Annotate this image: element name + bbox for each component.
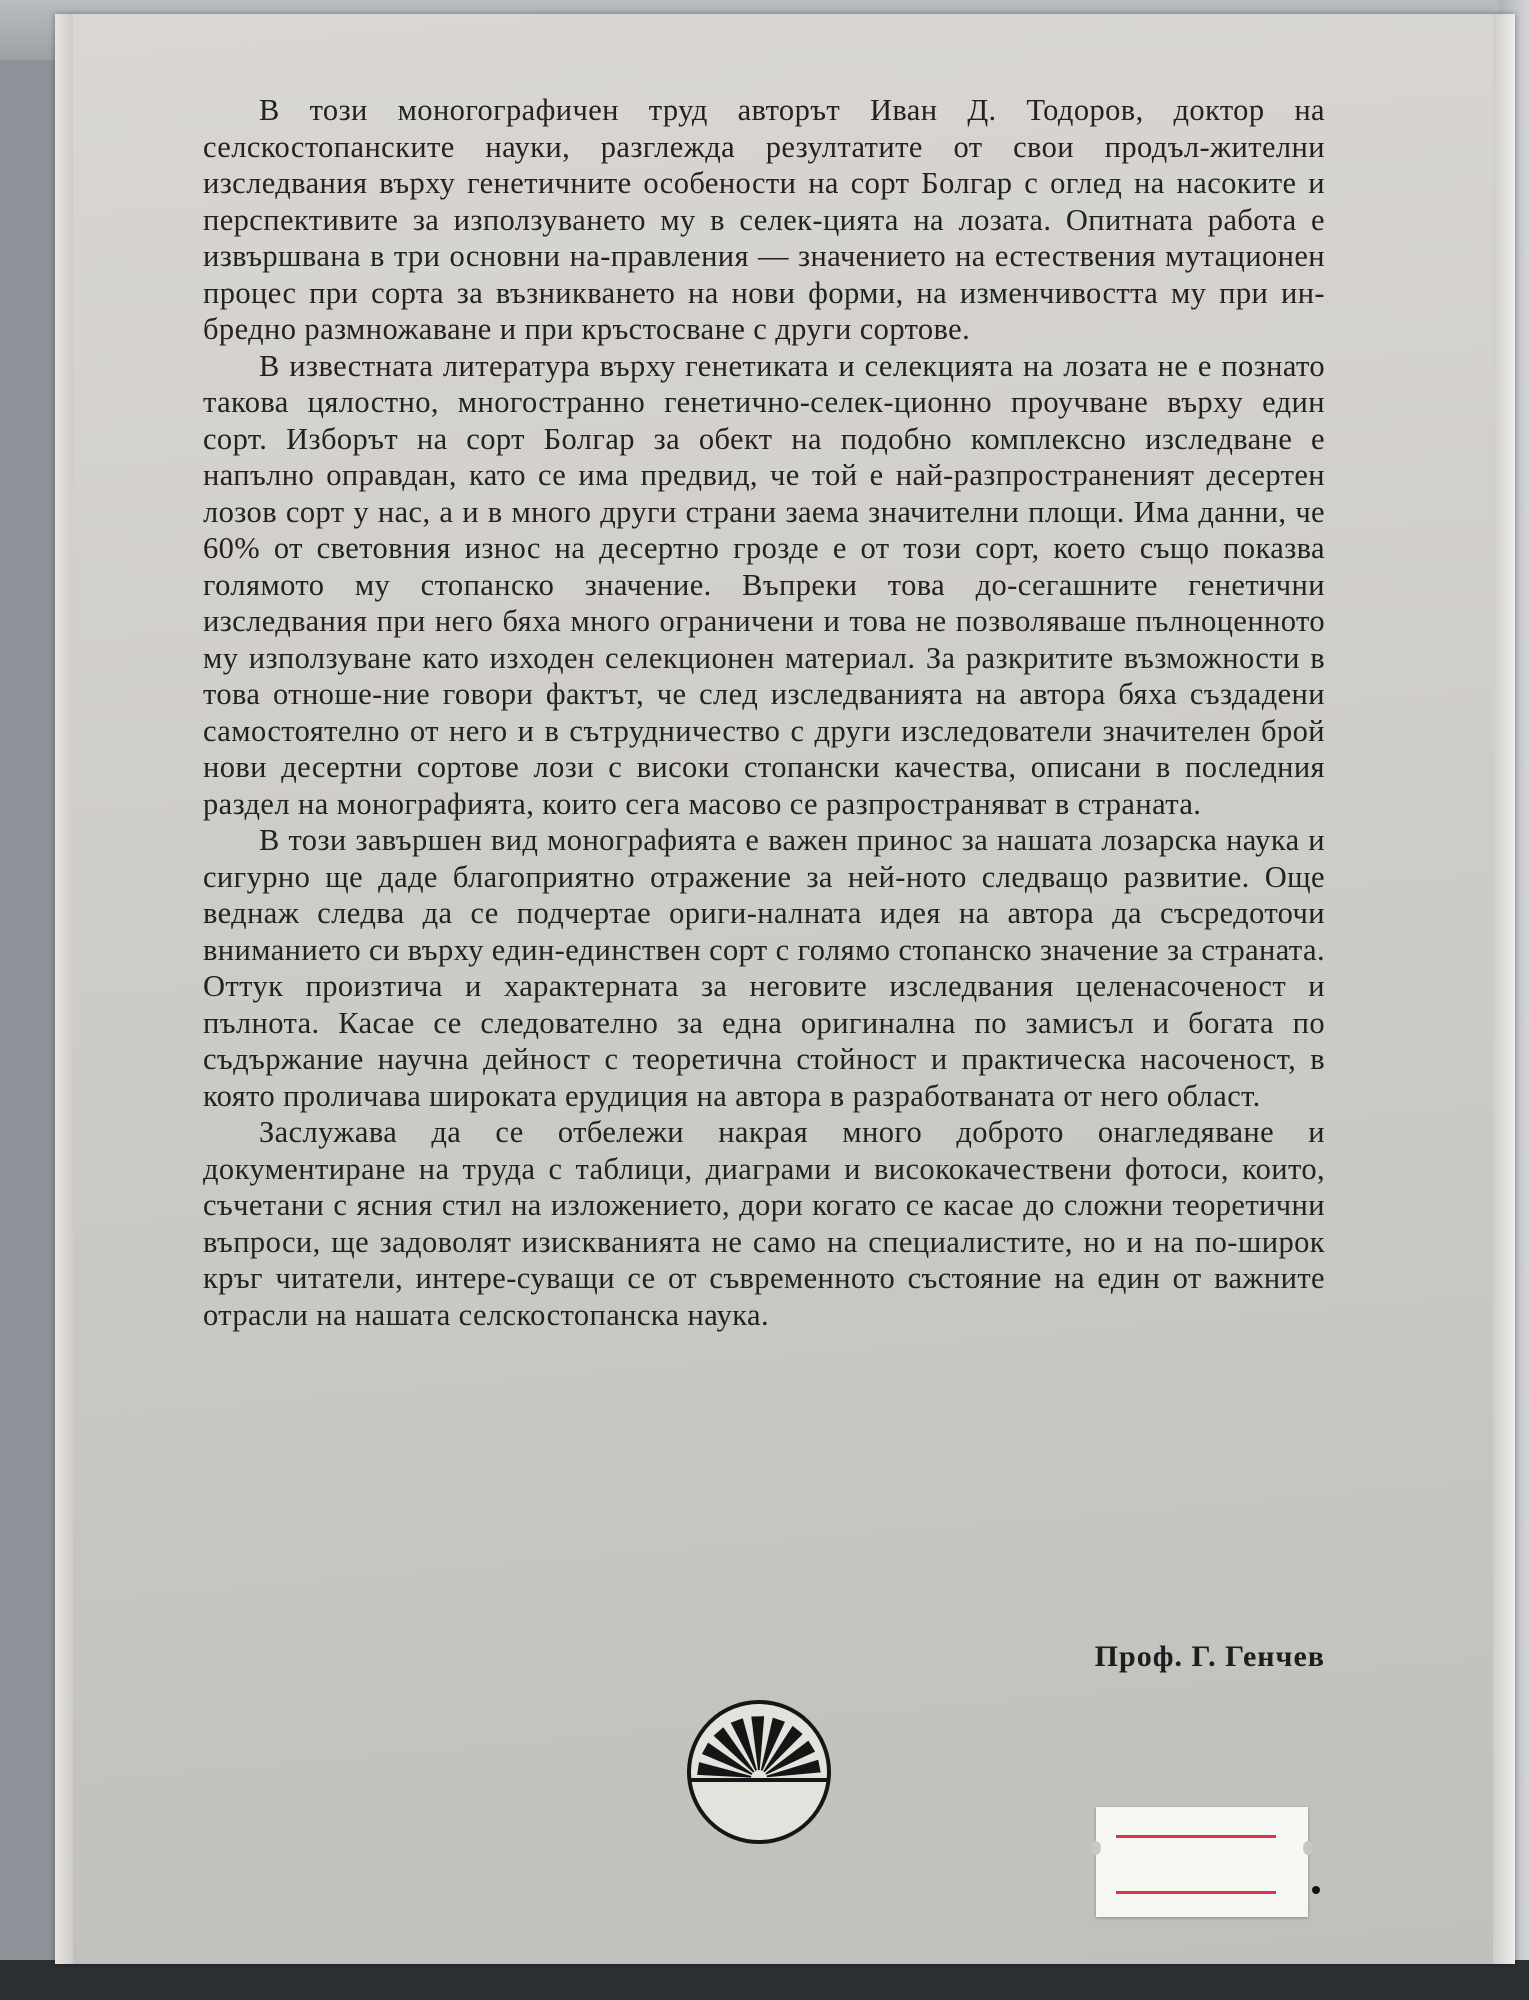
background-bottom [0,1960,1529,2000]
blurb-paragraph: В този завършен вид монографията е важен принос за нашата лозарска наука и сигурно ще даде благоприятно отражение за ней-ното следващо развитие. Още веднаж следва да се подчертае ориги-налната идея на автора да съсредоточи вниманието си върху един-единствен сорт с голямо стопанско значение за страната. Оттук произтича и характерната за неговите изследвания целенасоченост и пълнота. Касае се следователно за една оригинална по замисъл и богата по съдържание научна дейност с теоретична стойност и практическа насоченост, в която проличава широката ерудиция на автора в разработваната от него област. [203,823,1325,1113]
sunrise-logo-icon [685,1698,833,1846]
author-signature: Проф. Г. Генчев [1094,1640,1325,1673]
sticker-red-line [1116,1891,1276,1894]
book-spine-edge [55,14,73,1964]
sticker-dot [1312,1886,1320,1894]
blurb-paragraph: Заслужава да се отбележи накрая много доброто онагледяване и документиране на труда с таблици, диаграми и висококачествени фотоси, които, съчетани с ясния стил на изложението, дори когато се касае до сложни теоретични въпроси, ще задоволят изискванията не само на специалистите, но и на по-широк кръг читатели, интере-суващи се от съвременното състояние на един от важните отрасли на нашата селскостопанска наука. [203,1115,1325,1332]
sticker-red-line [1116,1835,1276,1838]
price-sticker [1096,1807,1308,1917]
book-page-edge [1493,14,1515,1964]
sticker-notch [1091,1841,1101,1855]
sticker-notch [1303,1841,1313,1855]
blurb-paragraph: В този моногографичен труд авторът Иван Д. Тодоров, доктор на селскостопанските науки, разглежда резултатите от свои продъл-жителни изследвания върху генетичните особености на сорт Болгар с оглед на насоките и перспективите за използуването му в селек-цията на лозата. Опитната работа е извършвана в три основни на-правления — значението на естествения мутационен процес при сорта за възникването на нови форми, на изменчивостта му при ин-бредно размножаване и при кръстосване с други сортове. [203,93,1325,346]
blurb-paragraph: В известната литература върху генетиката и селекцията на лозата не е познато такова цялостно, многостранно генетично-селек-ционно проучване върху един сорт. Изборът на сорт Болгар за обект на подобно комплексно изследване е напълно оправдан, като се има предвид, че той е най-разпространеният десертен лозов сорт у нас, а и в много други страни заема значителни площи. Има данни, че 60% от световния износ на десертно грозде е от този сорт, което също показва голямото му стопанско значение. Въпреки това до-сегашните генетични изследвания при него бяха много ограничени и това не позволяваше пълноценното му използуване като изходен селекционен материал. За разкритите възможности в това отноше-ние говори фактът, че след изследванията на автора бяха създадени самостоятелно от него и в сътрудничество с други изследователи значителен брой нови десертни сортове лози с високи стопански качества, описани в последния раздел на монографията, които сега масово се разпространяват в страната. [203,348,1325,821]
back-cover-blurb [203,92,1325,1333]
